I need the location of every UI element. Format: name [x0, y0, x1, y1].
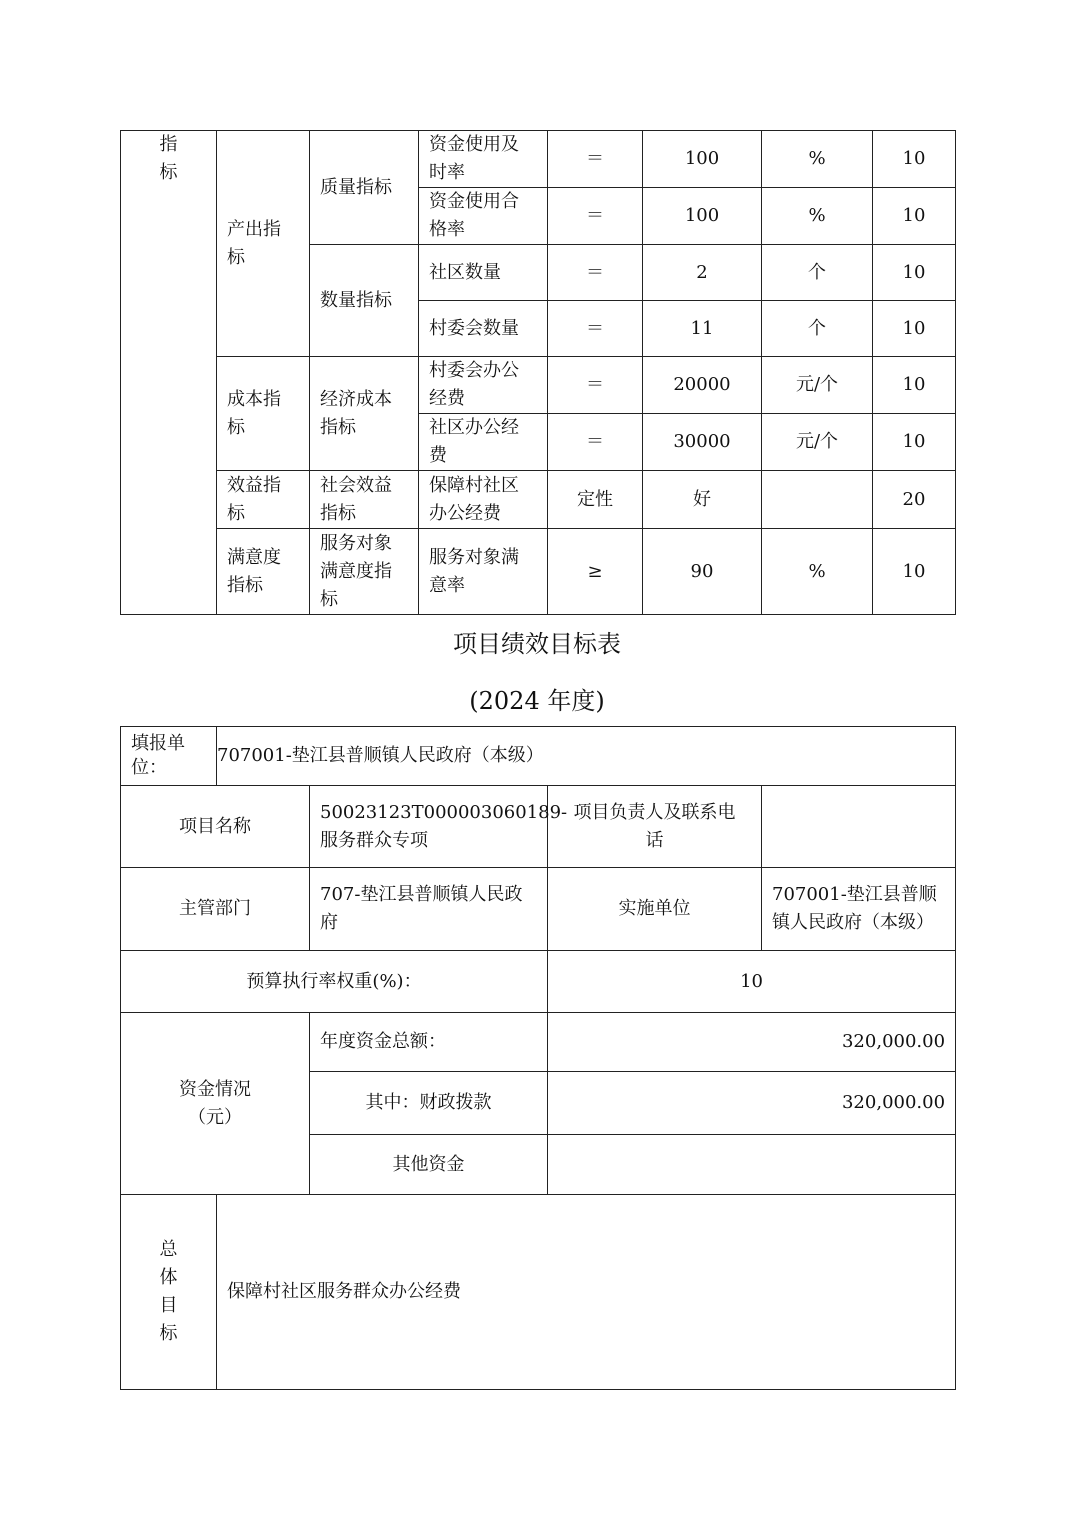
- funds-label: 资金情况 （元）: [121, 1013, 310, 1195]
- unit-label: 填报单 位：: [121, 727, 217, 786]
- document-year: (2024 年度): [469, 687, 605, 715]
- overall-goal-label: 总 体 目 标: [121, 1195, 217, 1390]
- satisfaction-sub-indicator: 服务对象 满意度指 标: [310, 529, 419, 615]
- economic-cost-indicator: 经济成本 指标: [310, 357, 419, 471]
- indicator-score: 10: [873, 245, 956, 301]
- document-title: 项目绩效目标表: [453, 630, 621, 658]
- owner-value: [762, 786, 956, 868]
- quantity-indicator: 数量指标: [310, 245, 419, 357]
- overall-goal-value: 保障村社区服务群众办公经费: [217, 1195, 956, 1390]
- quality-indicator: 质量指标: [310, 131, 419, 245]
- other-funds-label: 其他资金: [310, 1135, 548, 1195]
- dept-value: 707-垫江县普顺镇人民政 府: [310, 868, 548, 951]
- indicator-value: 30000: [643, 414, 762, 471]
- owner-label: 项目负责人及联系电 话: [548, 786, 762, 868]
- fiscal-value: 320,000.00: [548, 1072, 956, 1135]
- indicator-op: ＝: [548, 245, 643, 301]
- indicator-item: 服务对象满 意率: [419, 529, 548, 615]
- indicator-table: [120, 130, 956, 615]
- indicator-score: 10: [873, 414, 956, 471]
- budget-weight-value: 10: [548, 951, 956, 1013]
- indicator-op: ＝: [548, 131, 643, 188]
- indicator-unit: %: [762, 188, 873, 245]
- indicator-op: ＝: [548, 357, 643, 414]
- project-info-table: [120, 726, 956, 1390]
- annual-total-label: 年度资金总额：: [310, 1013, 548, 1072]
- indicator-label: 指 标: [121, 131, 217, 615]
- indicator-value: 2: [643, 245, 762, 301]
- benefit-category: 效益指 标: [217, 471, 310, 529]
- indicator-unit: 个: [762, 301, 873, 357]
- indicator-unit: 元/个: [762, 357, 873, 414]
- indicator-item: 社区数量: [419, 245, 548, 301]
- cost-category: 成本指 标: [217, 357, 310, 471]
- social-benefit-indicator: 社会效益 指标: [310, 471, 419, 529]
- indicator-item: 村委会数量: [419, 301, 548, 357]
- indicator-score: 10: [873, 529, 956, 615]
- indicator-score: 10: [873, 188, 956, 245]
- indicator-score: 10: [873, 131, 956, 188]
- indicator-item: 资金使用及 时率: [419, 131, 548, 188]
- budget-weight-label: 预算执行率权重(%)：: [121, 951, 548, 1013]
- indicator-op: ＝: [548, 188, 643, 245]
- indicator-op: ＝: [548, 414, 643, 471]
- dept-label: 主管部门: [121, 868, 310, 951]
- indicator-unit: 元/个: [762, 414, 873, 471]
- indicator-unit: [762, 471, 873, 529]
- satisfaction-category: 满意度 指标: [217, 529, 310, 615]
- indicator-value: 100: [643, 131, 762, 188]
- indicator-unit: %: [762, 529, 873, 615]
- indicator-score: 10: [873, 357, 956, 414]
- fiscal-label: 其中：财政拨款: [310, 1072, 548, 1135]
- indicator-unit: %: [762, 131, 873, 188]
- indicator-item: 社区办公经 费: [419, 414, 548, 471]
- indicator-item: 资金使用合 格率: [419, 188, 548, 245]
- indicator-score: 20: [873, 471, 956, 529]
- indicator-op: ≥: [548, 529, 643, 615]
- indicator-score: 10: [873, 301, 956, 357]
- indicator-item: 保障村社区 办公经费: [419, 471, 548, 529]
- indicator-unit: 个: [762, 245, 873, 301]
- annual-total-value: 320,000.00: [548, 1013, 956, 1072]
- indicator-value: 11: [643, 301, 762, 357]
- output-category: 产出指 标: [217, 131, 310, 357]
- project-name-label: 项目名称: [121, 786, 310, 868]
- unit-value: 707001-垫江县普顺镇人民政府（本级）: [217, 727, 956, 786]
- other-funds-value: [548, 1135, 956, 1195]
- indicator-op: ＝: [548, 301, 643, 357]
- indicator-value: 100: [643, 188, 762, 245]
- indicator-value: 20000: [643, 357, 762, 414]
- indicator-value: 90: [643, 529, 762, 615]
- indicator-value: 好: [643, 471, 762, 529]
- impl-value: 707001-垫江县普顺 镇人民政府（本级）: [762, 868, 956, 951]
- impl-label: 实施单位: [548, 868, 762, 951]
- indicator-op: 定性: [548, 471, 643, 529]
- project-name-value: 50023123T000003060189- 服务群众专项: [310, 786, 548, 868]
- indicator-item: 村委会办公 经费: [419, 357, 548, 414]
